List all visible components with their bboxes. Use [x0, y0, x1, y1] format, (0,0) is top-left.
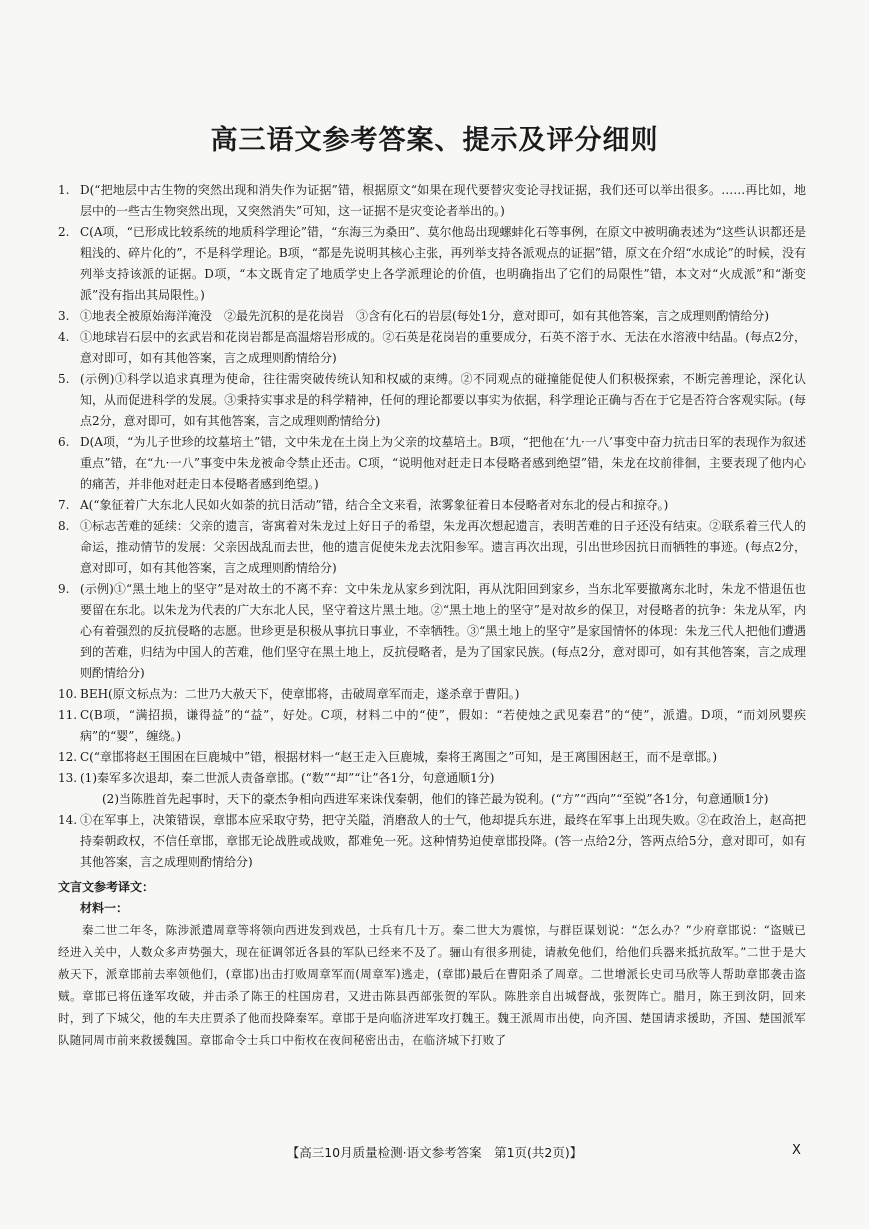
answer-content	[58, 180, 806, 1051]
answer-text: A(“象征着广大东北人民如火如荼的抗日活动”错，结合全文来看，浓雾象征着日本侵略者对东北的侵占和掠夺。)	[80, 498, 669, 512]
answer-item	[58, 684, 806, 705]
answer-item	[58, 180, 806, 222]
answer-text: (示例)①科学以追求真理为使命，往往需突破传统认知和权威的束缚。②不同观点的碰撞能促使人们积极探索，不断完善理论，深化认知，从而促进科学的发展。③秉持实事求是的科学精神，任何的理论都要以事实为依据，科学理论正确与否在于它是否符合客观实际。(每点2分，意对即可，如有其他答案，言之成理则酌情给分)	[80, 372, 806, 428]
answer-text: ①地球岩石层中的玄武岩和花岗岩都是高温熔岩形成的。②石英是花岗岩的重要成分，石英不溶于水、无法在水溶液中结晶。(每点2分，意对即可，如有其他答案，言之成理则酌情给分)	[80, 330, 806, 365]
answer-number: 14.	[58, 813, 78, 827]
material-title: 材料一：	[80, 901, 129, 915]
translation-heading: 文言文参考译文：	[58, 880, 155, 894]
answer-text: ①在军事上，决策错误，章邯本应采取守势，把守关隘，消磨敌人的士气，他却提兵东进，最终在军事上出现失败。②在政治上，赵高把持秦朝政权，不信任章邯，章邯无论战胜或战败，都难免一死。这种情势迫使章邯投降。(答一点给2分，答两点给5分，意对即可，如有其他答案，言之成理则酌情给分)	[80, 813, 806, 869]
answer-item	[58, 222, 806, 306]
footer-mark: X	[792, 1143, 801, 1158]
answer-number: 9.	[58, 582, 70, 596]
answer-text: (示例)①“黑土地上的坚守”是对故土的不离不弃：文中朱龙从家乡到沈阳，再从沈阳回到家乡，当东北军要撤离东北时，朱龙不惜退伍也要留在东北。以朱龙为代表的广大东北人民，坚守着这片黑土地。②“黑土地上的坚守”是对故乡的保卫，对侵略者的抗争：朱龙从军，内心有着强烈的反抗侵略的志愿。世珍更是积极从事抗日事业，不幸牺牲。③“黑土地上的坚守”是家国情怀的体现：朱龙三代人把他们遭遇到的苦难，归结为中国人的苦难，他们坚守在黑土地上，反抗侵略者，是为了国家民族。(每点2分，意对即可，如有其他答案，言之成理则酌情给分)	[80, 582, 806, 680]
answer-number: 2.	[58, 225, 70, 239]
answer-text: ①标志苦难的延续：父亲的遗言，寄寓着对朱龙过上好日子的希望，朱龙再次想起遗言，表明苦难的日子还没有结束。②联系着三代人的命运，推动情节的发展：父亲因战乱而去世，他的遗言促使朱龙去沈阳参军。遗言再次出现，引出世珍因抗日而牺牲的事迹。(每点2分，意对即可，如有其他答案，言之成理则酌情给分)	[80, 519, 806, 575]
answer-text: C(B项，“满招损，谦得益”的“益”，好处。C项，材料二中的“使”，假如：“若使烛之武见秦君”的“使”，派遣。D项，“而刘夙婴疾病”的“婴”，缠绕。)	[80, 708, 806, 743]
page-title: 高三语文参考答案、提示及评分细则	[210, 125, 659, 156]
answer-number: 3.	[58, 309, 70, 323]
answer-number: 6.	[58, 435, 70, 449]
answer-number: 13.	[58, 771, 78, 785]
answer-number: 11.	[58, 708, 78, 722]
answer-item	[58, 789, 806, 810]
answer-item	[58, 369, 806, 432]
answer-number: 10.	[58, 687, 78, 701]
answer-text: D(“把地层中古生物的突然出现和消失作为证据”错，根据原文“如果在现代要替灾变论寻找证据，我们还可以举出很多。……再比如，地层中的一些古生物突然出现，又突然消失”可知，这一证据不是灾变论者举出的。)	[80, 183, 806, 218]
answer-number: 8.	[58, 519, 70, 533]
answer-number: 7.	[58, 498, 70, 512]
answer-text: D(A项，“为儿子世珍的坟墓培土”错，文中朱龙在土岗上为父亲的坟墓培土。B项，“把他在‘九·一八’事变中奋力抗击日军的表现作为叙述重点”错，在“九·一八”事变中朱龙被命令禁止还击。C项，“说明他对赶走日本侵略者感到绝望”错，朱龙在坟前徘徊，主要表现了他内心的痛苦，并非他对赶走日本侵略者感到绝望。)	[80, 435, 806, 491]
answer-item	[58, 579, 806, 684]
answer-item	[58, 516, 806, 579]
answer-item	[58, 432, 806, 495]
answer-text: C(“章邯将赵王围困在巨鹿城中”错，根据材料一“赵王走入巨鹿城，秦将王离围之”可知，是王离围困赵王，而不是章邯。)	[80, 750, 718, 764]
answer-text: (1)秦军多次退却，秦二世派人责备章邯。(“数”“却”“让”各1分，句意通顺1分)	[80, 771, 495, 785]
answer-text: (2)当陈胜首先起事时，天下的豪杰争相向西进军来诛伐秦朝，他们的锋芒最为锐利。(“方”“西向”“至锐”各1分，句意通顺1分)	[102, 792, 769, 806]
answer-item	[58, 327, 806, 369]
answer-item	[58, 495, 806, 516]
answer-item	[58, 705, 806, 747]
answer-item	[58, 810, 806, 873]
answer-item	[58, 306, 806, 327]
material-text: 秦二世二年冬，陈涉派遣周章等将领向西进发到戏邑，士兵有几十万。秦二世大为震惊，与群臣谋划说：“怎么办？”少府章邯说：“盗贼已经进入关中，人数众多声势强大，现在征调邻近各县的军队已经来不及了。骊山有很多刑徒，请赦免他们，给他们兵器来抵抗敌军。”二世于是大赦天下，派章邯前去率领他们，(章邯)出击打败周章军而(周章军)逃走，(章邯)最后在曹阳杀了周章。二世增派长史司马欣等人帮助章邯袭击盗贼。章邯已将伍逢军攻破，并击杀了陈王的柱国房君，又进击陈县西部张贺的军队。陈胜亲自出城督战，张贺阵亡。腊月，陈王到汝阴，回来时，到了下城父，他的车夫庄贾杀了他而投降秦军。章邯于是向临济进军攻打魏王。魏王派周市出使，向齐国、楚国请求援助，齐国、楚国派军队随同周市前来救援魏国。章邯命令士兵口中衔枚在夜间秘密出击，在临济城下打败了	[58, 923, 806, 1047]
answer-number: 4.	[58, 330, 70, 344]
answer-list	[58, 180, 806, 873]
answer-item	[58, 747, 806, 768]
answer-number: 12.	[58, 750, 78, 764]
answer-number: 1.	[58, 183, 70, 197]
page-footer: 【高三10月质量检测·语文参考答案 第1页(共2页)】	[286, 1145, 583, 1160]
answer-text: ①地表全被原始海洋淹没 ②最先沉积的是花岗岩 ③含有化石的岩层(每处1分，意对即可，如有其他答案，言之成理则酌情给分)	[80, 309, 770, 323]
answer-text: C(A项，“已形成比较系统的地质科学理论”错，“东海三为桑田”、莫尔他岛出现螺蚌化石等事例，在原文中被明确表述为“这些认识都还是粗浅的、碎片化的”，不是科学理论。B项，“都是先说明其核心主张，再列举支持各派观点的证据”错，原文在介绍“水成论”的时候，没有列举支持该派的证据。D项，“本文既肯定了地质学史上各学派理论的价值，也明确指出了它们的局限性”错，本文对“火成派”和“渐变派”没有指出其局限性。)	[80, 225, 806, 302]
answer-text: BEH(原文标点为：二世乃大赦天下，使章邯将，击破周章军而走，遂杀章于曹阳。)	[80, 687, 520, 701]
answer-item	[58, 768, 806, 789]
answer-number: 5.	[58, 372, 70, 386]
